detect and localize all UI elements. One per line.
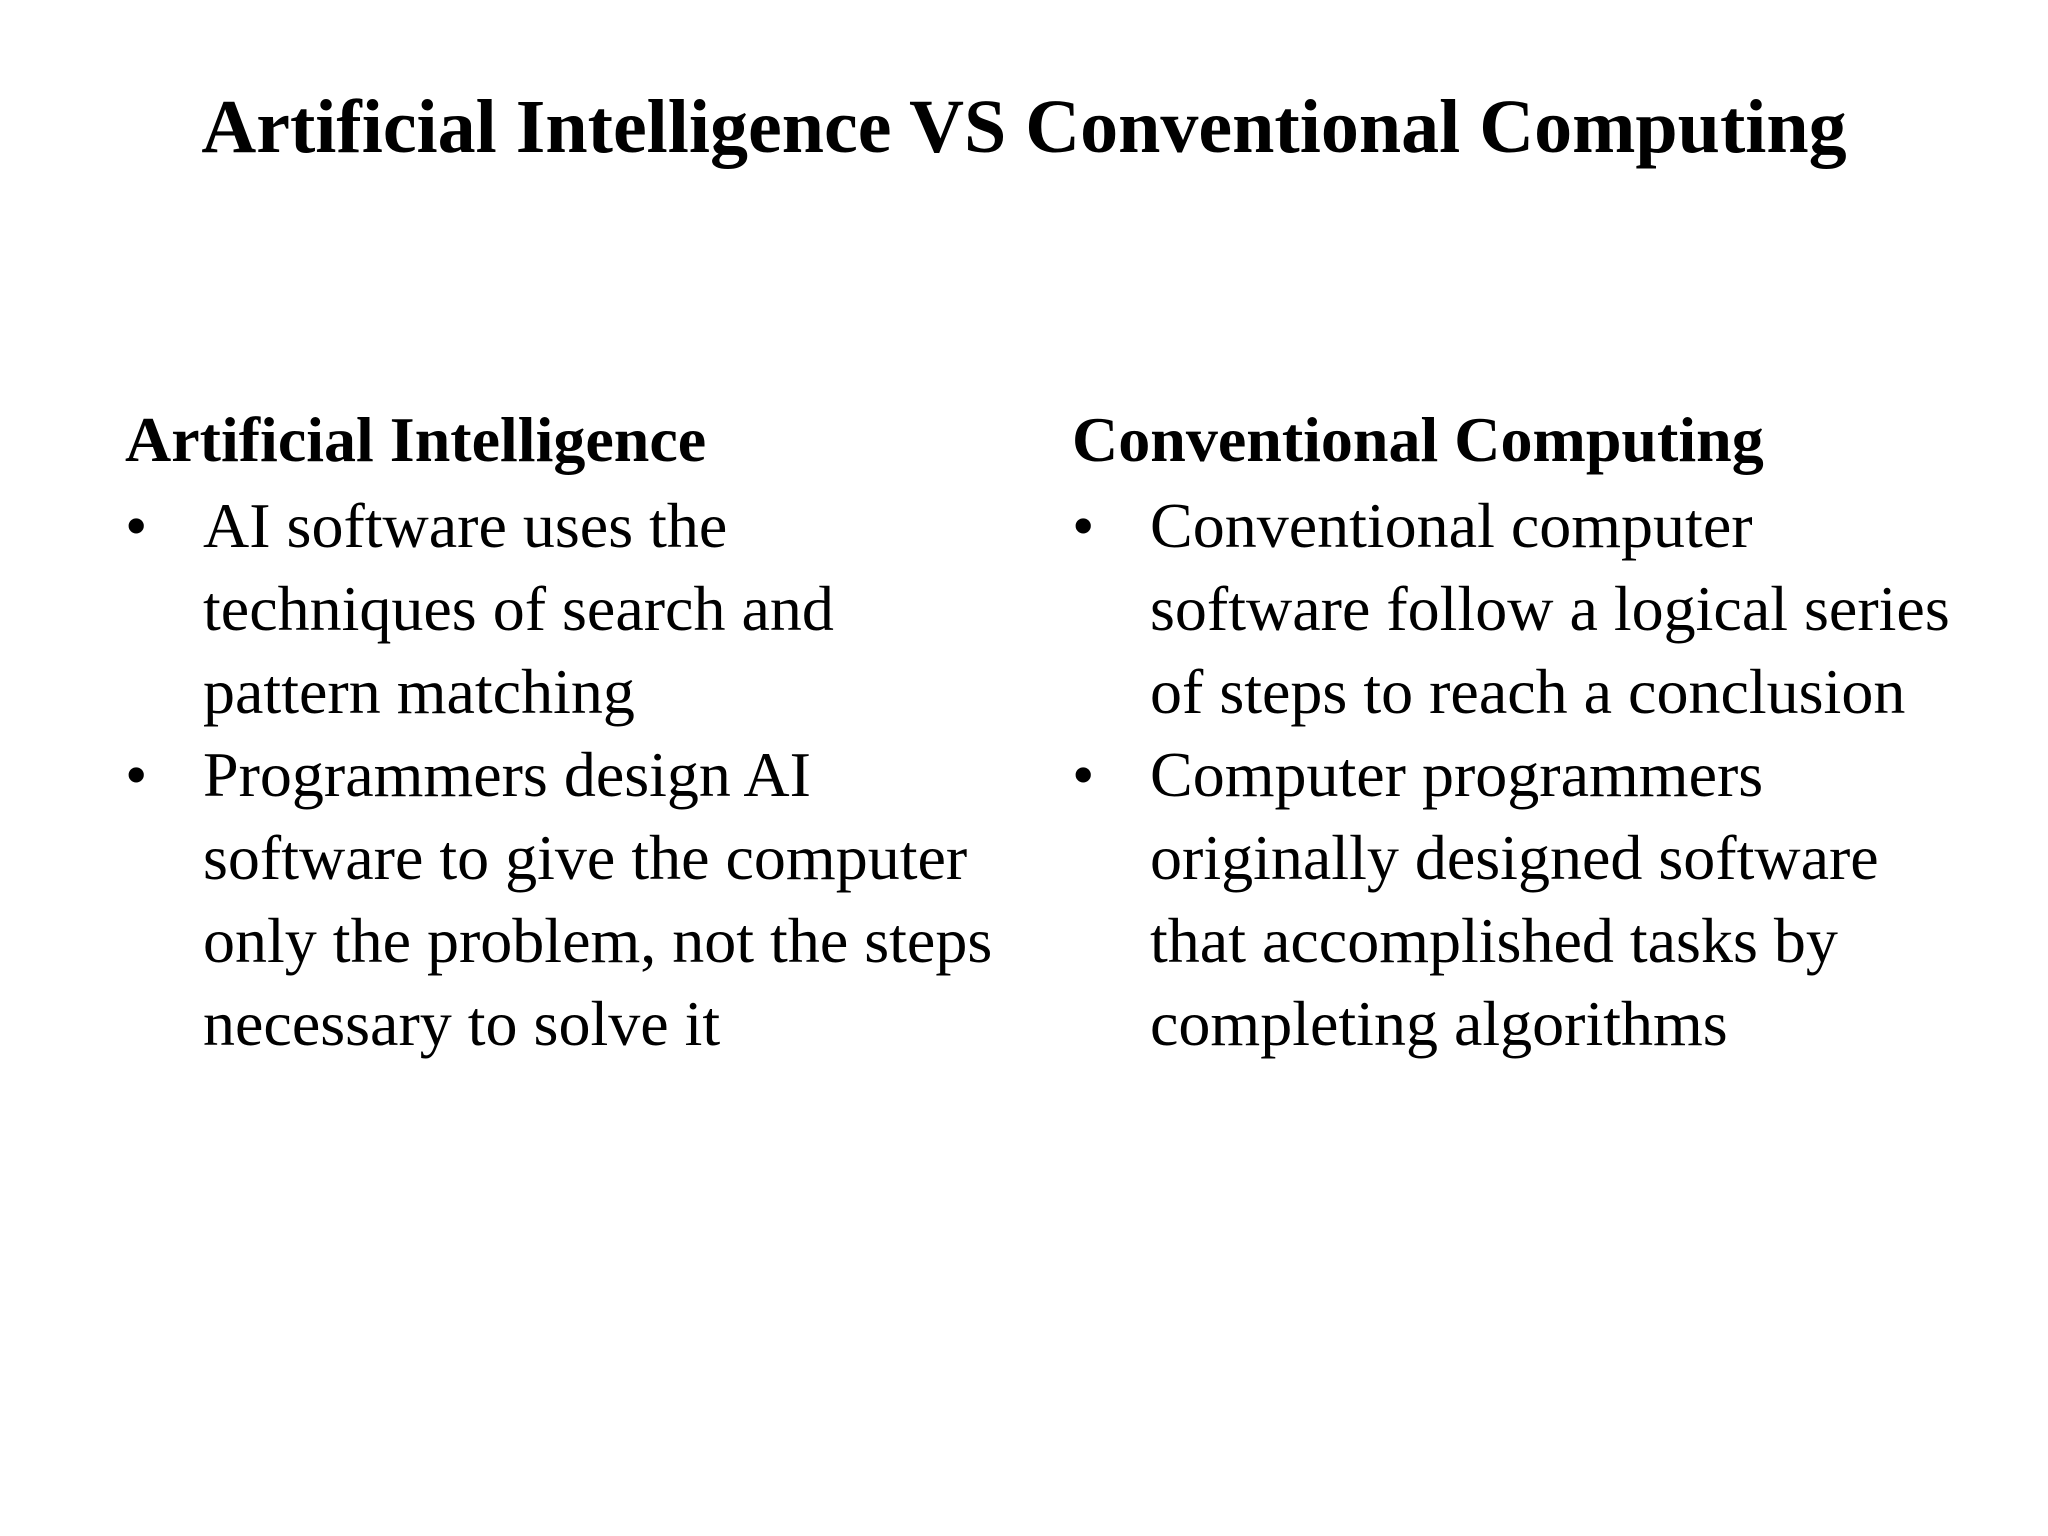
bullet-icon: • — [1072, 490, 1095, 561]
bullet-icon: • — [1072, 739, 1095, 810]
ai-column — [125, 400, 1005, 1065]
conventional-column — [1072, 400, 1972, 1065]
bullet-text: Computer programmers originally designed software that accomplished tasks by completing algorithms — [1150, 739, 1879, 1059]
conventional-bullet-list — [1072, 484, 1972, 1065]
conventional-column-heading: Conventional Computing — [1072, 404, 1764, 475]
bullet-item — [125, 733, 1005, 1065]
bullet-icon: • — [125, 739, 148, 810]
bullet-item — [1072, 733, 1972, 1065]
bullet-item — [125, 484, 1005, 733]
bullet-text: Conventional computer software follow a logical series of steps to reach a conclusion — [1150, 490, 1950, 727]
bullet-item — [1072, 484, 1972, 733]
bullet-icon: • — [125, 490, 148, 561]
bullet-text: AI software uses the techniques of search and pattern matching — [203, 490, 834, 727]
ai-bullet-list — [125, 484, 1005, 1065]
ai-column-heading: Artificial Intelligence — [125, 404, 707, 475]
slide-title: Artificial Intelligence VS Conventional Computing — [201, 85, 1847, 169]
bullet-text: Programmers design AI software to give the computer only the problem, not the steps necessary to solve it — [203, 739, 993, 1059]
